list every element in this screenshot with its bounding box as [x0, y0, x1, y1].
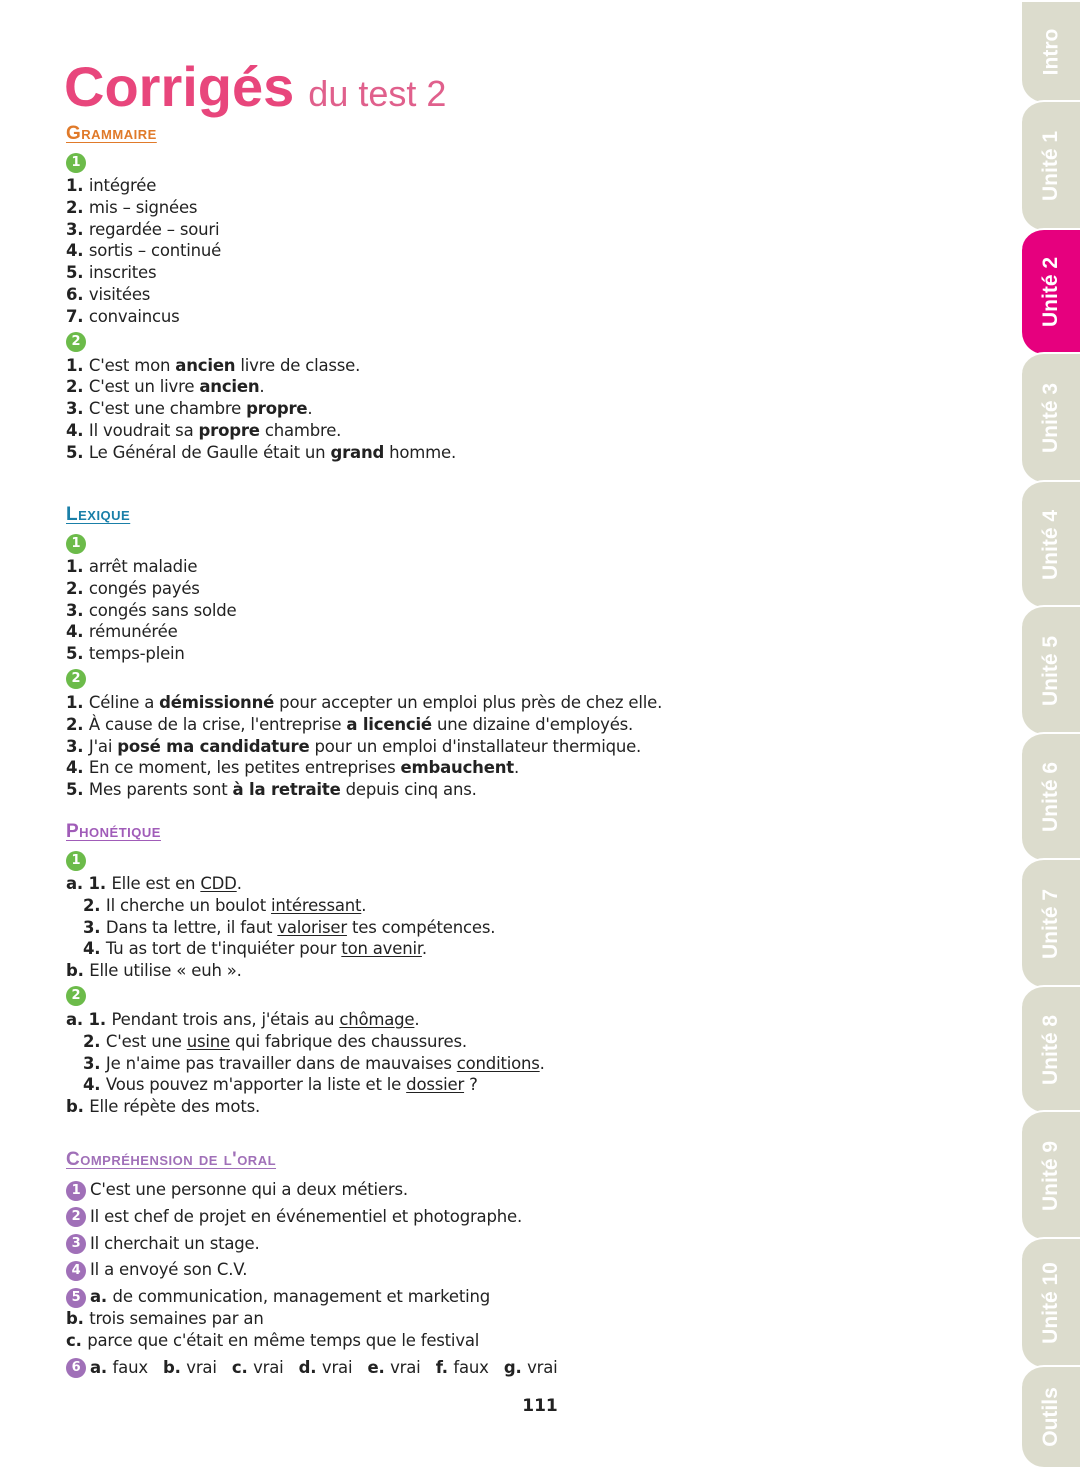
- number-badge-icon: 1: [66, 851, 86, 871]
- bold-text: 2.: [66, 377, 89, 397]
- bold-text: a. 1.: [66, 1009, 112, 1029]
- unit-tabs: [1022, 0, 1080, 1465]
- answer-text: ?: [464, 1075, 478, 1095]
- answer-line: [66, 643, 966, 665]
- bold-text: a. 1.: [66, 874, 112, 893]
- number-badge-icon: 1: [66, 1181, 86, 1201]
- answer-line: [66, 442, 966, 464]
- bold-text: b.: [66, 1097, 90, 1117]
- answer-text: arrêt maladie: [88, 557, 198, 576]
- tab-label: Unité 4: [1039, 509, 1063, 580]
- answer-text: Mes parents sont: [88, 780, 233, 800]
- answer-line: [66, 556, 966, 578]
- answer-text: Il a envoyé son C.V.: [90, 1260, 248, 1280]
- answer-text: pour accepter un emploi plus près de chez elle.: [274, 692, 663, 712]
- answer-text: En ce moment, les petites entreprises: [88, 758, 401, 778]
- tab-label: Unité 1: [1039, 130, 1063, 202]
- section-grammaire: [66, 120, 966, 464]
- exercise-badge-row: [66, 846, 966, 873]
- number-badge-icon: 6: [66, 1358, 86, 1378]
- bold-text: 2.: [83, 895, 106, 915]
- bold-text: 5.: [66, 780, 89, 800]
- underlined-word: intéressant: [271, 895, 362, 915]
- answer-text: homme.: [384, 442, 457, 462]
- page-number: 111: [522, 1396, 558, 1416]
- answer-text: une dizaine d'employés.: [431, 714, 634, 734]
- answer-text: C'est mon: [88, 355, 176, 375]
- bold-text: b.: [66, 961, 90, 981]
- bold-text: c.: [66, 1330, 88, 1350]
- answer-text: mis – signées: [88, 197, 198, 217]
- answer-text: vrai: [527, 1357, 558, 1377]
- underlined-word: valoriser: [277, 917, 347, 937]
- answer-text: .: [414, 1009, 420, 1029]
- bold-text: g.: [503, 1357, 528, 1377]
- number-badge-icon: 3: [66, 1234, 86, 1254]
- number-badge-icon: 4: [66, 1261, 86, 1281]
- bold-text: ancien: [199, 377, 260, 397]
- answer-text: C'est une personne qui a deux métiers.: [90, 1180, 408, 1199]
- answer-text: vrai: [390, 1357, 436, 1377]
- answer-text: intégrée: [88, 176, 157, 195]
- answer-text: .: [421, 939, 427, 959]
- section-heading: Grammaire: [66, 123, 157, 144]
- bold-text: 2.: [66, 578, 89, 598]
- answer-text: .: [236, 874, 242, 893]
- answer-text: .: [513, 758, 519, 778]
- bold-text: démissionné: [159, 692, 275, 712]
- answer-text: parce que c'était en même temps que le festival: [87, 1330, 480, 1350]
- bold-text: 2.: [66, 197, 89, 217]
- answer-line: [66, 692, 966, 714]
- answer-text: Il voudrait sa: [88, 420, 199, 440]
- answer-text: Il est chef de projet en événementiel et photographe.: [90, 1206, 522, 1226]
- answer-text: pour un emploi d'installateur thermique.: [309, 736, 642, 756]
- answer-line: [66, 873, 966, 895]
- underlined-word: usine: [186, 1031, 230, 1051]
- exercise-badge-row: [66, 328, 966, 355]
- number-badge-icon: 5: [66, 1288, 86, 1308]
- number-badge-icon: 2: [66, 669, 86, 689]
- bold-text: 1.: [66, 355, 89, 375]
- answer-line: [66, 1031, 966, 1053]
- answer-line: [66, 1286, 966, 1308]
- underlined-word: chômage: [339, 1009, 415, 1029]
- bold-text: 2.: [83, 1031, 106, 1051]
- bold-text: c.: [231, 1357, 254, 1377]
- answer-line: [66, 1096, 966, 1118]
- answer-line: [66, 284, 966, 306]
- tab-label: Intro: [1039, 28, 1062, 76]
- answer-line: [66, 398, 966, 420]
- answer-text: sortis – continué: [88, 241, 222, 261]
- bold-text: 1.: [66, 557, 89, 576]
- tab-unite-6[interactable]: [1022, 732, 1080, 860]
- tab-label: Unité 8: [1039, 1014, 1063, 1085]
- section-comprehension: [66, 1146, 966, 1378]
- tab-unite-4[interactable]: [1022, 480, 1080, 607]
- bold-text: 4.: [66, 241, 89, 261]
- answer-text: faux: [453, 1357, 504, 1377]
- tab-label: Unité 2: [1039, 256, 1063, 328]
- answer-text: Vous pouvez m'apporter la liste et le: [105, 1075, 407, 1095]
- answer-text: inscrites: [88, 263, 157, 283]
- answer-text: .: [259, 377, 265, 397]
- bold-text: e.: [367, 1357, 391, 1377]
- answer-text: depuis cinq ans.: [340, 780, 477, 800]
- bold-text: propre: [198, 420, 260, 440]
- tab-label: Unité 5: [1039, 635, 1063, 706]
- answer-line: [66, 938, 966, 960]
- bold-text: embauchent: [400, 758, 514, 778]
- tab-unite-8[interactable]: [1022, 985, 1080, 1112]
- answer-line: [66, 219, 966, 241]
- answer-text: .: [307, 399, 313, 419]
- answer-line: [66, 1233, 966, 1255]
- bold-text: a.: [90, 1357, 113, 1377]
- bold-text: 3.: [66, 399, 89, 419]
- tab-unite-9[interactable]: [1022, 1110, 1080, 1239]
- answer-text: qui fabrique des chaussures.: [230, 1031, 467, 1051]
- answer-line: [66, 355, 966, 377]
- answer-line: [66, 621, 966, 643]
- bold-text: b.: [66, 1308, 90, 1328]
- bold-text: à la retraite: [232, 780, 341, 800]
- bold-text: a licencié: [346, 714, 432, 734]
- answer-text: Pendant trois ans, j'étais au: [111, 1009, 340, 1029]
- answer-text: temps-plein: [88, 644, 185, 664]
- number-badge-icon: 2: [66, 332, 86, 352]
- answer-line: [66, 175, 966, 197]
- bold-text: 5.: [66, 263, 89, 283]
- bold-text: 5.: [66, 442, 89, 462]
- section-lexique: [66, 501, 966, 801]
- answer-line: [66, 714, 966, 736]
- section-heading: Phonétique: [66, 821, 161, 842]
- answer-text: À cause de la crise, l'entreprise: [88, 714, 347, 734]
- answer-line: [66, 578, 966, 600]
- answer-text: C'est un livre: [88, 377, 200, 397]
- page-title: [64, 54, 446, 119]
- bold-text: 4.: [66, 622, 89, 642]
- answer-text: .: [361, 895, 367, 915]
- answer-line: [66, 420, 966, 442]
- bold-text: 3.: [83, 1053, 106, 1073]
- tab-outils[interactable]: [1022, 1365, 1080, 1467]
- bold-text: 3.: [66, 736, 89, 756]
- exercise-badge-row: [66, 665, 966, 692]
- title-main: Corrigés: [64, 55, 295, 118]
- bold-text: 1.: [66, 692, 89, 712]
- answer-text: Céline a: [88, 692, 160, 712]
- answer-text: Elle est en: [111, 874, 201, 893]
- answer-text: Elle répète des mots.: [89, 1097, 261, 1117]
- section-heading: Lexique: [66, 504, 131, 525]
- answer-line: [66, 1074, 966, 1096]
- answer-text: rémunérée: [88, 622, 178, 642]
- underlined-word: CDD: [200, 874, 237, 893]
- answer-text: Le Général de Gaulle était un: [88, 442, 331, 462]
- answer-text: regardée – souri: [88, 219, 220, 239]
- answer-text: Je n'aime pas travailler dans de mauvaises: [105, 1053, 457, 1073]
- answer-line: [66, 1179, 966, 1201]
- bold-text: 4.: [66, 420, 89, 440]
- bold-text: 2.: [66, 714, 89, 734]
- number-badge-icon: 2: [66, 1207, 86, 1227]
- exercise-badge-row: [66, 982, 966, 1009]
- answer-text: vrai: [321, 1357, 368, 1377]
- answer-line: [66, 779, 966, 801]
- answer-text: Il cherchait un stage.: [90, 1233, 260, 1253]
- answer-line: [66, 197, 966, 219]
- answer-line: [66, 736, 966, 758]
- answer-line: [66, 917, 966, 939]
- answer-text: J'ai: [88, 736, 118, 756]
- answer-text: congés payés: [88, 578, 200, 598]
- bold-text: 3.: [66, 219, 89, 239]
- underlined-word: conditions: [456, 1053, 540, 1073]
- answer-line: [66, 1330, 966, 1352]
- title-sub: du test 2: [308, 73, 447, 114]
- answer-line: [66, 1308, 966, 1330]
- answer-text: convaincus: [88, 306, 180, 326]
- answer-text: visitées: [88, 284, 151, 304]
- answer-text: tes compétences.: [346, 917, 496, 937]
- bold-text: 3.: [83, 917, 106, 937]
- tab-unite-2[interactable]: [1022, 228, 1080, 354]
- answer-line: [66, 1259, 966, 1281]
- answer-line: [66, 262, 966, 284]
- tab-unite-1[interactable]: [1022, 100, 1080, 230]
- bold-text: grand: [330, 442, 385, 462]
- answer-text: Il cherche un boulot: [105, 895, 272, 915]
- answer-line: [66, 895, 966, 917]
- answer-text: vrai: [186, 1357, 232, 1377]
- section-phonetique: [66, 818, 966, 1118]
- bold-text: 4.: [83, 939, 106, 959]
- exercise-badge-row: [66, 529, 966, 556]
- underlined-word: ton avenir: [341, 939, 422, 959]
- tab-label: Unité 7: [1039, 888, 1063, 959]
- answer-line: [66, 306, 966, 328]
- number-badge-icon: 1: [66, 534, 86, 554]
- answer-text: vrai: [253, 1357, 299, 1377]
- answer-text: Elle utilise « euh ».: [89, 961, 242, 981]
- answer-text: congés sans solde: [88, 600, 237, 620]
- answer-line: [66, 960, 966, 982]
- tab-label: Outils: [1039, 1387, 1063, 1447]
- tab-unite-3[interactable]: [1022, 352, 1080, 482]
- underlined-word: dossier: [406, 1075, 465, 1095]
- answer-text: trois semaines par an: [89, 1308, 264, 1328]
- answer-text: .: [539, 1053, 545, 1073]
- answer-text: faux: [112, 1357, 164, 1377]
- bold-text: 6.: [66, 284, 89, 304]
- tab-label: Unité 3: [1039, 382, 1063, 454]
- answer-line: [66, 240, 966, 262]
- tab-label: Unité 6: [1039, 761, 1063, 833]
- answer-text: livre de classe.: [235, 355, 361, 375]
- tab-unite-10[interactable]: [1022, 1237, 1080, 1367]
- number-badge-icon: 2: [66, 986, 86, 1006]
- answer-line: [66, 376, 966, 398]
- answer-text: Tu as tort de t'inquiéter pour: [105, 939, 342, 959]
- bold-text: 1.: [66, 176, 89, 195]
- bold-text: 7.: [66, 306, 89, 326]
- tab-unite-7[interactable]: [1022, 858, 1080, 987]
- tab-intro[interactable]: [1022, 0, 1080, 102]
- answer-line: [66, 600, 966, 622]
- tab-label: Unité 10: [1039, 1262, 1063, 1344]
- bold-text: a.: [90, 1287, 113, 1307]
- answer-line: [66, 1009, 966, 1031]
- bold-text: posé ma candidature: [117, 736, 310, 756]
- bold-text: b.: [163, 1357, 187, 1377]
- answer-text: C'est une: [105, 1031, 187, 1051]
- exercise-badge-row: [66, 148, 966, 175]
- bold-text: f.: [435, 1357, 454, 1377]
- bold-text: 4.: [83, 1075, 106, 1095]
- bold-text: propre: [246, 399, 308, 419]
- answer-text: chambre.: [259, 420, 342, 440]
- answer-line: [66, 1357, 966, 1379]
- answer-text: Dans ta lettre, il faut: [105, 917, 278, 937]
- section-heading: Compréhension de l'oral: [66, 1149, 277, 1170]
- answer-line: [66, 1053, 966, 1075]
- answer-line: [66, 1206, 966, 1228]
- number-badge-icon: 1: [66, 153, 86, 173]
- bold-text: 5.: [66, 644, 89, 664]
- bold-text: d.: [298, 1357, 322, 1377]
- tab-unite-5[interactable]: [1022, 605, 1080, 734]
- bold-text: 3.: [66, 600, 89, 620]
- tab-label: Unité 9: [1039, 1140, 1063, 1211]
- answer-text: C'est une chambre: [88, 399, 247, 419]
- answer-line: [66, 757, 966, 779]
- answer-text: de communication, management et marketing: [112, 1287, 491, 1307]
- bold-text: ancien: [175, 355, 236, 375]
- bold-text: 4.: [66, 758, 89, 778]
